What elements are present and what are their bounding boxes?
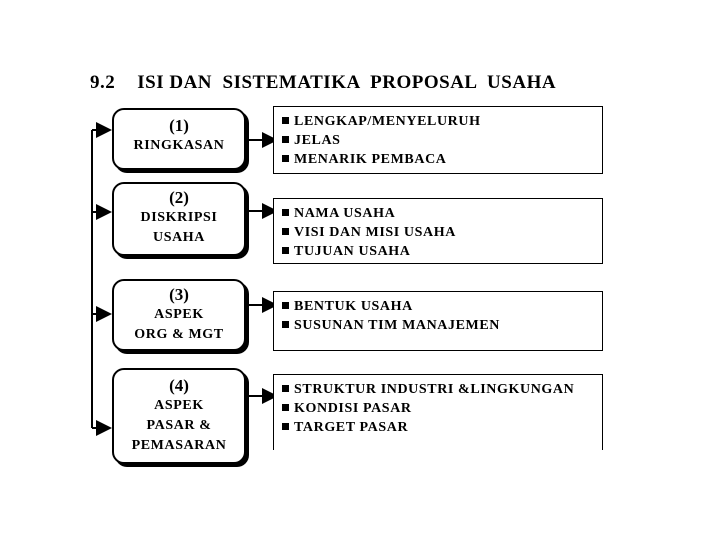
- square-bullet-icon: [282, 302, 289, 309]
- square-bullet-icon: [282, 228, 289, 235]
- list-item: NAMA USAHA: [282, 204, 602, 223]
- detail-panel-2: [273, 198, 603, 264]
- detail-panel-3: [273, 291, 603, 351]
- square-bullet-icon: [282, 404, 289, 411]
- section-label: PEMASARAN: [131, 438, 227, 453]
- square-bullet-icon: [282, 247, 289, 254]
- section-label: PASAR &: [146, 418, 212, 433]
- list-item: LENGKAP/MENYELURUH: [282, 112, 602, 131]
- square-bullet-icon: [282, 321, 289, 328]
- list-item: STRUKTUR INDUSTRI &LINGKUNGAN: [282, 380, 602, 399]
- section-box-ringkasan: [112, 108, 246, 170]
- section-label: USAHA: [152, 230, 205, 245]
- section-box-aspek-org-mgt: [112, 279, 246, 351]
- list-item: KONDISI PASAR: [282, 399, 602, 418]
- square-bullet-icon: [282, 117, 289, 124]
- square-bullet-icon: [282, 385, 289, 392]
- section-number: 9.2: [90, 72, 116, 93]
- section-label: ORG & MGT: [134, 327, 224, 342]
- section-label: ASPEK: [154, 398, 204, 413]
- list-item: VISI DAN MISI USAHA: [282, 223, 602, 242]
- square-bullet-icon: [282, 155, 289, 162]
- section-number: (4): [169, 376, 189, 395]
- list-item: TUJUAN USAHA: [282, 242, 602, 261]
- section-number: (3): [169, 285, 189, 304]
- section-label: DISKRIPSI: [140, 210, 218, 225]
- list-item: JELAS: [282, 131, 602, 150]
- list-item: TARGET PASAR: [282, 418, 602, 437]
- section-box-aspek-pasar-pemasaran: [112, 368, 246, 464]
- section-label: ASPEK: [154, 307, 204, 322]
- section-number: (2): [169, 188, 189, 207]
- section-label: RINGKASAN: [133, 138, 225, 153]
- section-number: (1): [169, 116, 189, 135]
- title-text: ISI DAN SISTEMATIKA PROPOSAL USAHA: [137, 72, 557, 93]
- detail-panel-1: [273, 106, 603, 174]
- square-bullet-icon: [282, 423, 289, 430]
- list-item: MENARIK PEMBACA: [282, 150, 602, 169]
- section-box-diskripsi-usaha: [112, 182, 246, 256]
- detail-panel-4: [273, 374, 603, 450]
- list-item: SUSUNAN TIM MANAJEMEN: [282, 316, 602, 335]
- square-bullet-icon: [282, 209, 289, 216]
- square-bullet-icon: [282, 136, 289, 143]
- list-item: BENTUK USAHA: [282, 297, 602, 316]
